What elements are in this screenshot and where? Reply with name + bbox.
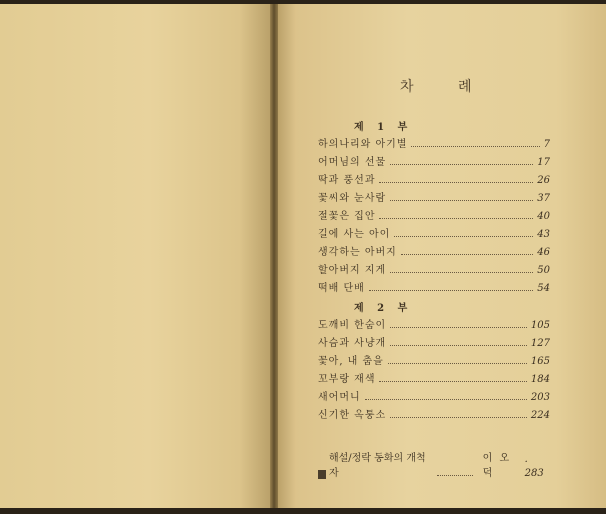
dot-leader: [390, 417, 527, 418]
entry-page: 224: [530, 410, 550, 421]
entry-title: 신기한 옥퉁소: [318, 410, 387, 421]
dot-leader: [365, 399, 527, 400]
dot-leader: [394, 236, 533, 237]
dot-leader: [390, 200, 533, 201]
entry-page: 26: [537, 175, 550, 186]
toc-entry: [318, 244, 550, 258]
entry-page: 43: [537, 229, 550, 240]
dot-leader: [437, 475, 473, 476]
toc-entry: [318, 208, 550, 222]
toc-entry: [318, 317, 550, 331]
entry-title: 할아버지 지게: [318, 265, 387, 276]
toc-entry: [318, 136, 550, 150]
top-edge: [0, 0, 606, 4]
entry-title: 어머님의 선물: [318, 157, 387, 168]
dot-leader: [390, 345, 527, 346]
dot-leader: [390, 164, 533, 165]
entry-page: 50: [537, 265, 550, 276]
dot-leader: [379, 218, 533, 219]
entry-title: 사슴과 사냥개: [318, 338, 387, 349]
dot-leader: [401, 254, 533, 255]
entry-page: 7: [543, 139, 550, 150]
commentary-label: 해설/정락 동화의 개척자: [328, 453, 426, 479]
entry-title: 하의나리와 아기별: [318, 139, 408, 150]
entry-title: 꽃아, 내 춤을: [318, 356, 384, 367]
part-1-heading: 제 1 부: [354, 122, 413, 133]
toc-entry: [318, 262, 550, 276]
entry-title: 딱과 풍선과: [318, 175, 376, 186]
dot-leader: [379, 182, 533, 183]
dot-leader: [369, 290, 533, 291]
entry-page: 40: [537, 211, 550, 222]
entry-title: 꼬부랑 재색: [318, 374, 376, 385]
toc-entry: [318, 353, 550, 367]
entry-page: 46: [537, 247, 550, 258]
dot-leader: [411, 146, 539, 147]
entry-title: 도깨비 한숨이: [318, 320, 387, 331]
entry-title: 떡배 단배: [318, 283, 365, 294]
toc-entry: [318, 172, 550, 186]
entry-page: 105: [530, 320, 550, 331]
toc-title: 차 례: [400, 79, 492, 95]
commentary-author: 이 오덕: [482, 453, 512, 479]
entry-page: 37: [537, 193, 550, 204]
entry-page: 203: [530, 392, 550, 403]
entry-page: 184: [530, 374, 550, 385]
toc-entry: [318, 154, 550, 168]
entry-title: 생각하는 아버지: [318, 247, 397, 258]
dot-leader: [379, 381, 526, 382]
entry-page: 54: [537, 283, 550, 294]
toc-entry: [318, 407, 550, 421]
dot-leader: [390, 272, 533, 273]
toc-entry: [318, 335, 550, 349]
entry-page: 17: [537, 157, 550, 168]
toc-entry: [318, 280, 550, 294]
entry-title: 절꽃은 집안: [318, 211, 376, 222]
part-2-heading: 제 2 부: [354, 303, 413, 314]
toc-entry: [318, 226, 550, 240]
dot-leader: [388, 363, 527, 364]
toc-entry: [318, 371, 550, 385]
entry-title: 꽃씨와 눈사람: [318, 193, 387, 204]
dot-leader: [390, 327, 527, 328]
toc-entry: [318, 389, 550, 403]
entry-page: 127: [530, 338, 550, 349]
bottom-edge: [0, 508, 606, 514]
commentary-page: · 283: [524, 457, 544, 479]
square-bullet-icon: [318, 470, 326, 479]
left-page: [0, 0, 272, 514]
toc-entry: [318, 190, 550, 204]
entry-title: 길에 사는 아이: [318, 229, 391, 240]
commentary-entry: [318, 453, 550, 479]
entry-title: 새어머니: [318, 392, 361, 403]
book-gutter: [270, 0, 278, 514]
entry-page: 165: [530, 356, 550, 367]
